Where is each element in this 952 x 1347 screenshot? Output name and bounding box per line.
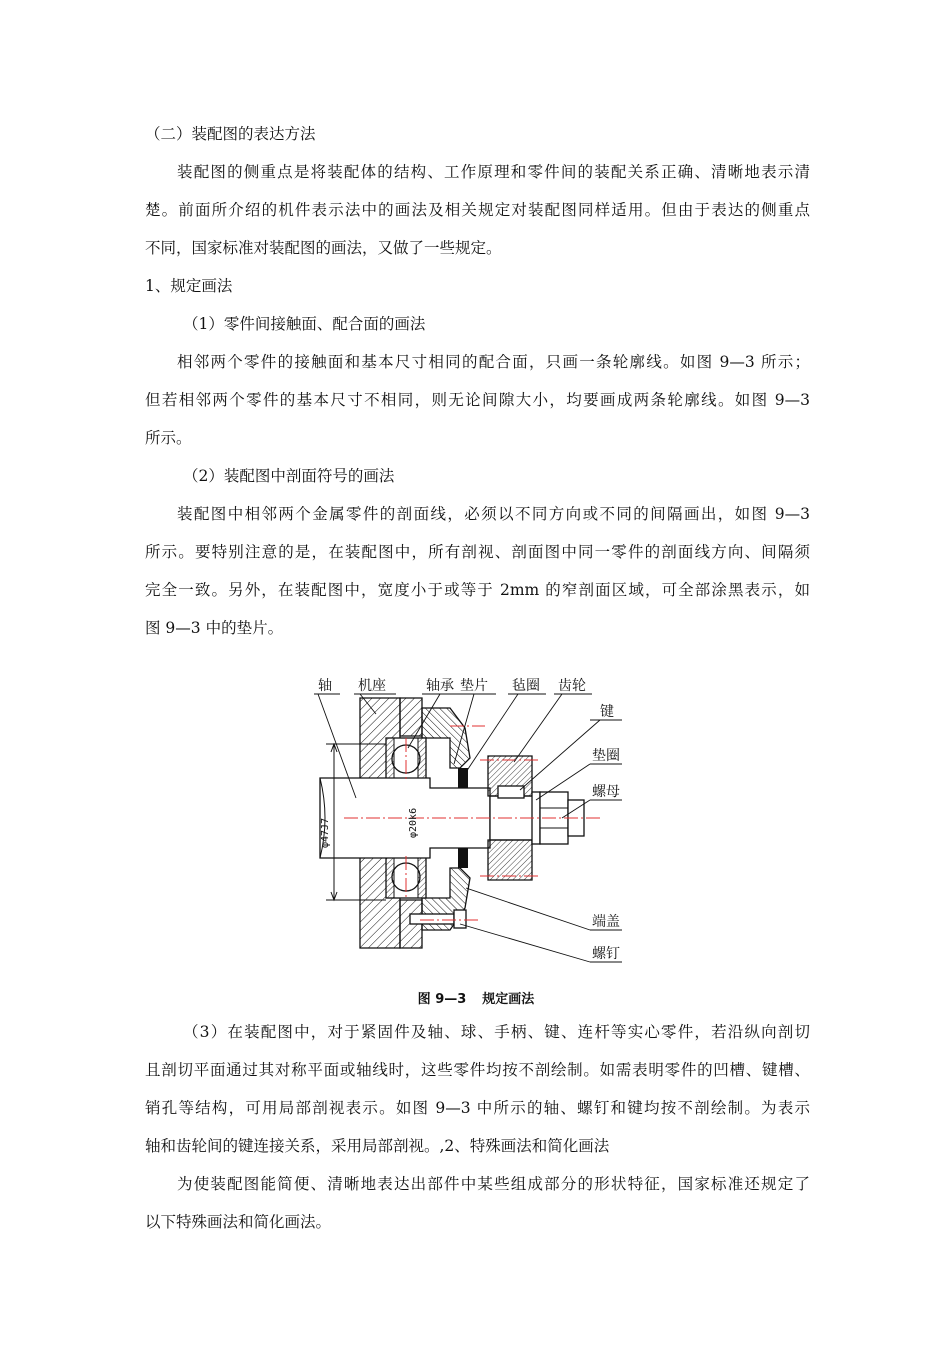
label-shaft: 轴	[318, 678, 332, 694]
section-title: （二）装配图的表达方法	[145, 125, 316, 143]
item3-line-2: 且剖切平面通过其对称平面或轴线时，这些零件均按不剖绘制。如需表明零件的凹槽、键槽、	[145, 1061, 810, 1079]
label-felt-ring: 毡圈	[512, 678, 540, 694]
item2-line-3: 完全一致。另外，在装配图中，宽度小于或等于 2mm 的窄剖面区域，可全部涂黑表示，如	[145, 581, 810, 599]
label-nut: 螺母	[592, 784, 620, 800]
label-gear: 齿轮	[558, 678, 586, 694]
figure-caption-text: 规定画法	[482, 992, 535, 1007]
item3-line-4: 轴和齿轮间的键连接关系，采用局部剖视。,2、特殊画法和简化画法	[145, 1137, 610, 1155]
item2-line-1: 装配图中相邻两个金属零件的剖面线，必须以不同方向或不同的间隔画出，如图 9—3	[177, 505, 810, 523]
item1-line-2: 但若相邻两个零件的基本尺寸不相同，则无论间隙大小，均要画成两条轮廓线。如图 9—3	[145, 391, 810, 409]
item1-title: （1）零件间接触面、配合面的画法	[183, 315, 426, 333]
figure-caption-number: 图 9—3	[417, 992, 467, 1007]
item2-line-2: 所示。要特别注意的是，在装配图中，所有剖视、剖面图中同一零件的剖面线方向、间隔须	[145, 543, 810, 561]
final-line-1: 为使装配图能简便、清晰地表达出部件中某些组成部分的形状特征，国家标准还规定了	[177, 1175, 810, 1193]
figure-caption	[0, 988, 952, 1007]
label-bearing: 轴承	[426, 678, 454, 694]
label-base: 机座	[358, 678, 386, 694]
label-washer: 垫圈	[592, 748, 620, 764]
assembly-drawing-figure	[300, 668, 640, 968]
label-key: 键	[600, 704, 614, 720]
subsection-title: 1、规定画法	[145, 277, 233, 295]
item2-line-4: 图 9—3 中的垫片。	[145, 619, 284, 637]
final-line-2: 以下特殊画法和简化画法。	[145, 1213, 332, 1231]
dimension-outer-diameter: φ47J7	[320, 817, 331, 848]
label-gasket: 垫片	[460, 678, 488, 694]
item3-line-3: 销孔等结构，可用局部剖视表示。如图 9—3 中所示的轴、螺钉和键均按不剖绘制。为表示	[145, 1099, 810, 1117]
item2-title: （2）装配图中剖面符号的画法	[183, 467, 395, 485]
intro-line-1: 装配图的侧重点是将装配体的结构、工作原理和零件间的装配关系正确、清晰地表示清	[177, 163, 810, 181]
item3-line-1: （3）在装配图中，对于紧固件及轴、球、手柄、键、连杆等实心零件，若沿纵向剖切	[183, 1023, 810, 1041]
item1-line-3: 所示。	[145, 429, 192, 447]
intro-line-3: 不同，国家标准对装配图的画法，又做了一些规定。	[145, 239, 502, 257]
label-screw: 螺钉	[592, 946, 620, 962]
label-end-cover: 端盖	[592, 914, 620, 930]
dimension-inner-diameter: φ20k6	[408, 807, 419, 838]
item1-line-1: 相邻两个零件的接触面和基本尺寸相同的配合面，只画一条轮廓线。如图 9—3 所示；	[177, 353, 810, 371]
intro-line-2: 楚。前面所介绍的机件表示法中的画法及相关规定对装配图同样适用。但由于表达的侧重点	[145, 201, 810, 219]
